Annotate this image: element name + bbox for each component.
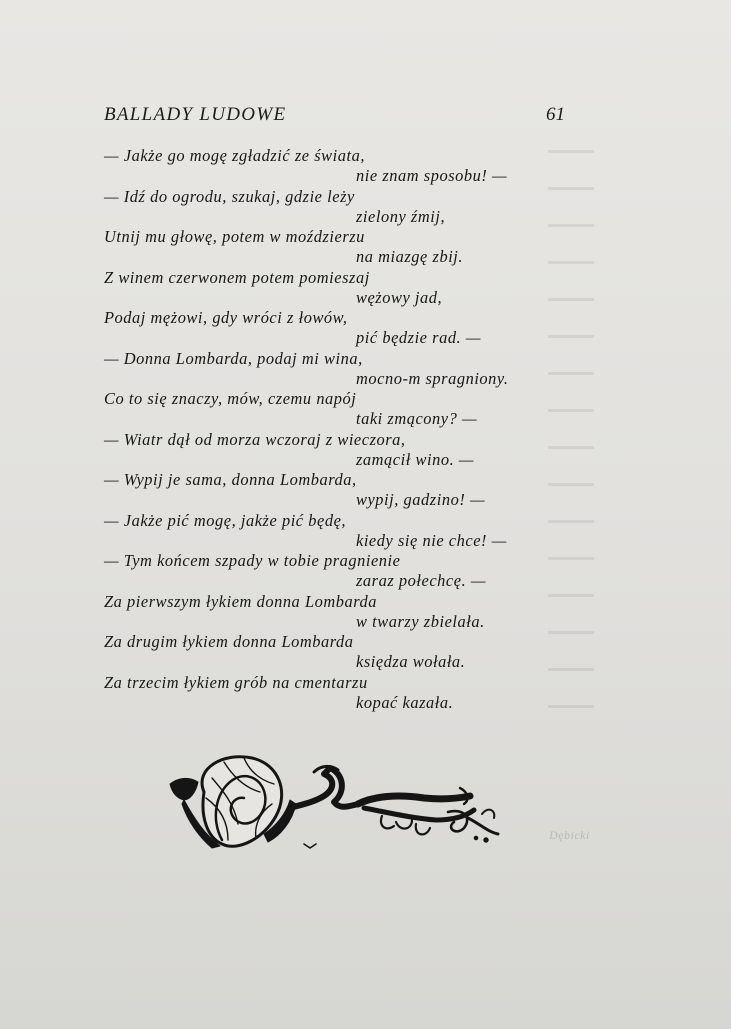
verse-line: nie znam sposobu! — bbox=[356, 166, 508, 186]
page-number: 61 bbox=[546, 104, 565, 125]
verse-line: zamącił wino. — bbox=[356, 449, 474, 469]
verse-line: zielony źmij, bbox=[356, 206, 446, 226]
ballad-verse bbox=[0, 146, 731, 713]
verse-line: na miazgę zbij. bbox=[356, 247, 464, 267]
verse-line: Podaj mężowi, gdy wróci z łowów, bbox=[104, 308, 348, 327]
verse-line: Za trzecim łykiem grób na cmentarzu bbox=[104, 672, 368, 692]
verse-line: księdza wołała. bbox=[356, 652, 466, 672]
verse-line: taki zmącony? — bbox=[356, 409, 478, 429]
verse-line: — Jakże pić mogę, jakże pić będę, bbox=[104, 510, 347, 530]
running-header: BALLADY LUDOWE bbox=[104, 104, 287, 125]
verse-line: Za pierwszym łykiem donna Lombarda bbox=[104, 591, 378, 611]
verse-line: kopać kazała. bbox=[356, 692, 454, 712]
verse-line: Utnij mu głowę, potem w moździerzu bbox=[104, 227, 365, 246]
verse-line: wężowy jad, bbox=[356, 287, 443, 307]
verse-line: zaraz połechcę. — bbox=[356, 571, 486, 591]
verse-line: — Donna Lombarda, podaj mi wina, bbox=[104, 348, 363, 368]
verse-line: — Tym końcem szpady w tobie pragnienie bbox=[104, 551, 401, 570]
verse-line: — Wiatr dął od morza wczoraj z wieczora, bbox=[104, 429, 406, 449]
verse-line: kiedy się nie chce! — bbox=[356, 530, 507, 550]
verse-line: Co to się znaczy, mów, czemu napój bbox=[104, 389, 357, 408]
verse-line: Z winem czerwonem potem pomieszaj bbox=[104, 267, 370, 287]
verse-line: wypij, gadzino! — bbox=[356, 490, 486, 510]
verse-line: w twarzy zbielała. bbox=[356, 611, 485, 631]
verse-line: Za drugim łykiem donna Lombarda bbox=[104, 632, 354, 651]
artist-signature: Dębicki bbox=[549, 828, 590, 842]
verse-line: — Idź do ogrodu, szukaj, gdzie leży bbox=[104, 186, 355, 206]
verse-line: — Jakże go mogę zgładzić ze świata, bbox=[104, 146, 365, 165]
verse-line: pić będzie rad. — bbox=[356, 328, 481, 348]
verse-line: mocno-m spragniony. bbox=[356, 368, 509, 388]
verse-line: — Wypij je sama, donna Lombarda, bbox=[104, 470, 357, 489]
snail-vine-ornament bbox=[164, 748, 509, 858]
